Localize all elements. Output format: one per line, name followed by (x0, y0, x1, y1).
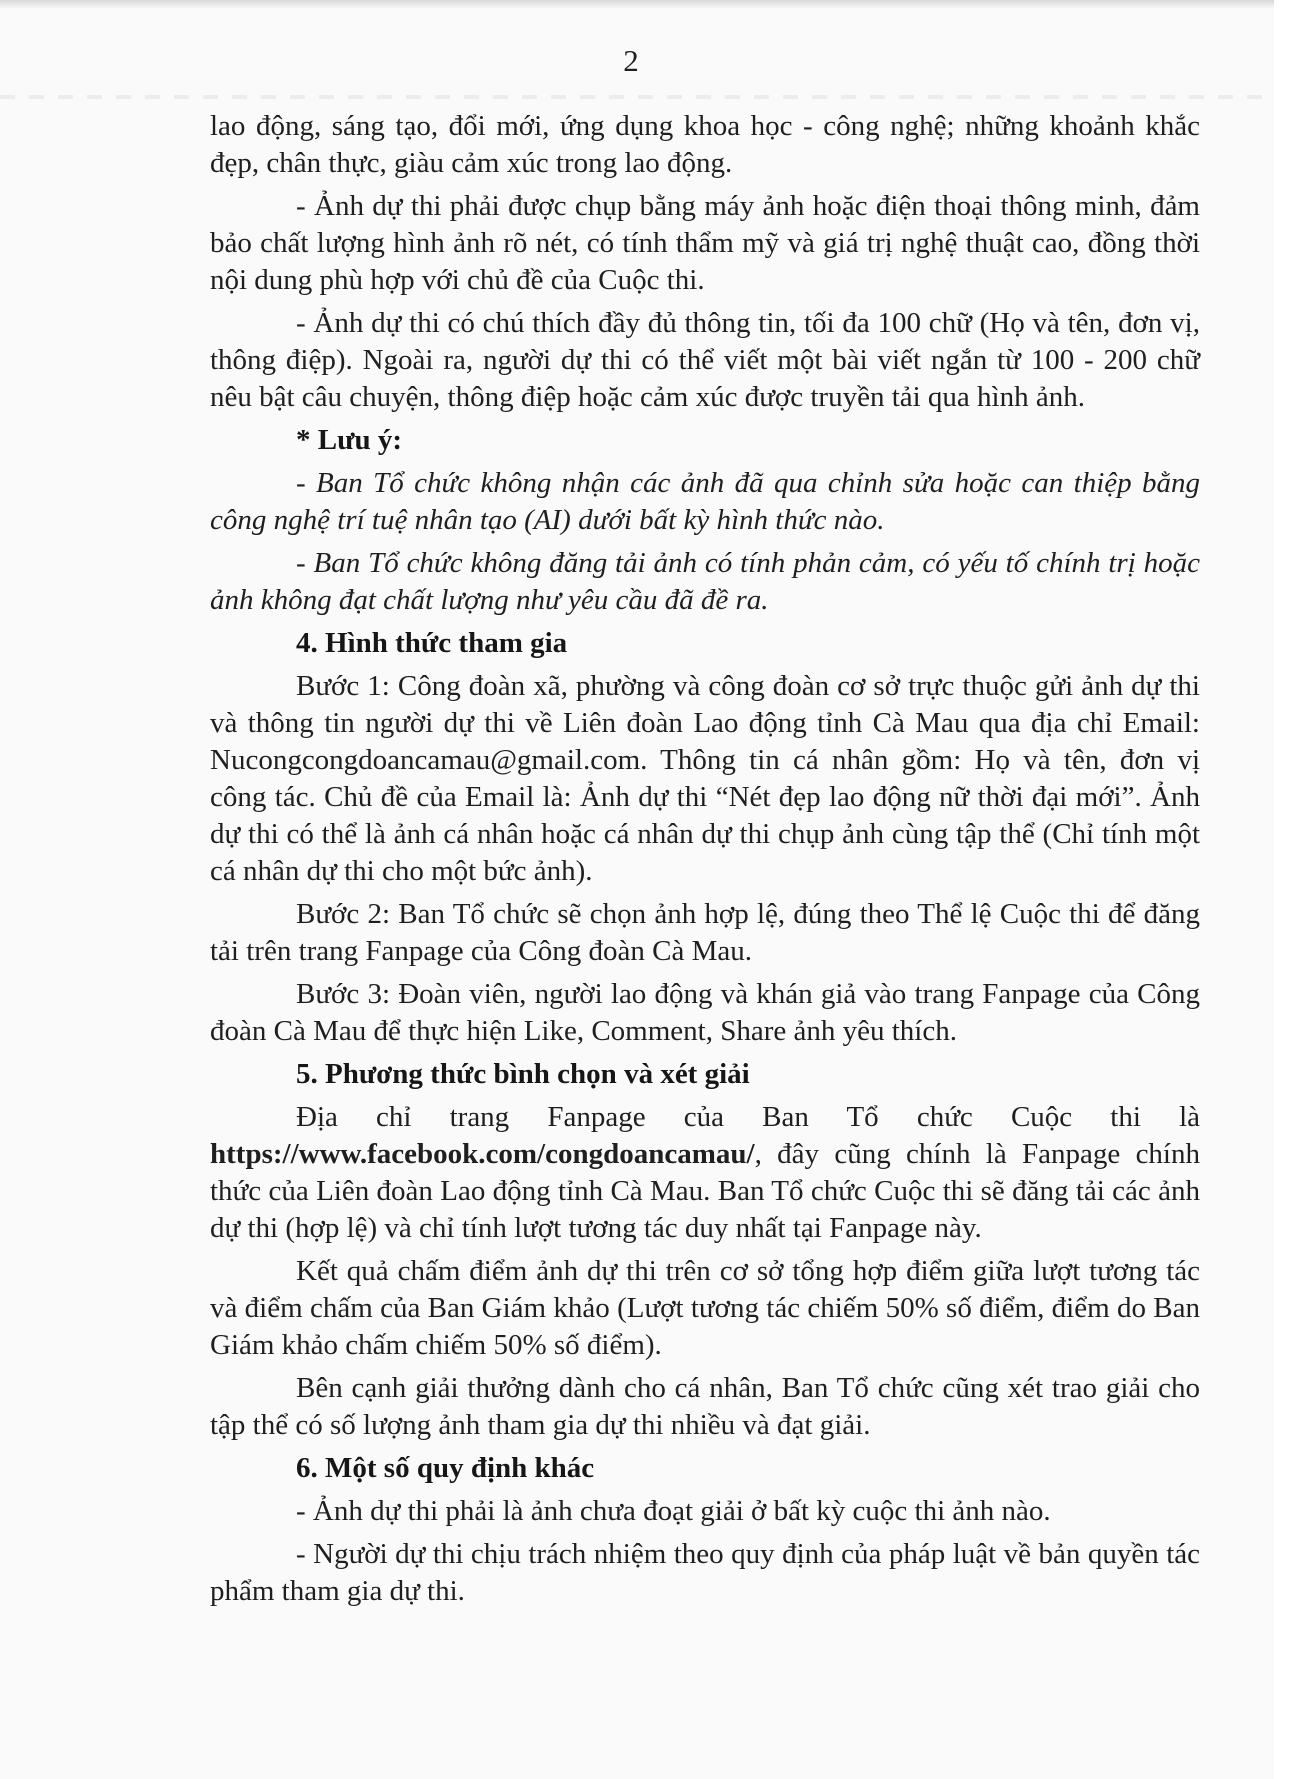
section-heading-5: 5. Phương thức bình chọn và xét giải (296, 1058, 750, 1090)
scan-artifact-dotted-line (0, 95, 1290, 99)
note-no-ai-editing: - Ban Tổ chức không nhận các ảnh đã qua chỉnh sửa hoặc can thiệp bằng công nghệ trí tuệ nhân tạo (AI) dưới bất kỳ hình thức nào. (210, 467, 1200, 536)
note-heading: * Lưu ý: (296, 424, 403, 456)
scan-artifact-top (0, 0, 1290, 9)
fanpage-text-before: Địa chỉ trang Fanpage của Ban Tổ chức Cuộc thi là (296, 1101, 1200, 1133)
document-body (210, 108, 1200, 1616)
paragraph-photo-requirements: - Ảnh dự thi phải được chụp bằng máy ảnh hoặc điện thoại thông minh, đảm bảo chất lượng hình ảnh rõ nét, có tính thẩm mỹ và giá trị nghệ thuật cao, đồng thời nội dung phù hợp với chủ đề của Cuộc thi. (210, 190, 1200, 296)
section-heading-4: 4. Hình thức tham gia (296, 627, 568, 659)
section-heading-6: 6. Một số quy định khác (296, 1452, 595, 1484)
paragraph-step-1: Bước 1: Công đoàn xã, phường và công đoàn cơ sở trực thuộc gửi ảnh dự thi và thông tin người dự thi về Liên đoàn Lao động tỉnh Cà Mau qua địa chỉ Email: Nucongcongdoancamau@gmail.com. Thông tin cá nhân gồm: Họ và tên, đơn vị công tác. Chủ đề của Email là: Ảnh dự thi “Nét đẹp lao động nữ thời đại mới”. Ảnh dự thi có thể là ảnh cá nhân hoặc cá nhân dự thi chụp ảnh cùng tập thể (Chỉ tính một cá nhân dự thi cho một bức ảnh). (210, 670, 1200, 887)
page-number: 2 (623, 43, 639, 78)
paragraph-no-prior-award: - Ảnh dự thi phải là ảnh chưa đoạt giải ở bất kỳ cuộc thi ảnh nào. (296, 1495, 1051, 1527)
paragraph-scoring: Kết quả chấm điểm ảnh dự thi trên cơ sở tổng hợp điểm giữa lượt tương tác và điểm chấm của Ban Giám khảo (Lượt tương tác chiếm 50% số điểm, điểm do Ban Giám khảo chấm chiếm 50% số điểm). (210, 1255, 1200, 1361)
fanpage-text-after: , đây cũng chính là Fanpage chính thức của Liên đoàn Lao động tỉnh Cà Mau. Ban Tổ chức Cuộc thi sẽ đăng tải các ảnh dự thi (hợp lệ) và chỉ tính lượt tương tác duy nhất tại Fanpage này. (210, 1138, 1200, 1244)
paragraph-collective-award: Bên cạnh giải thưởng dành cho cá nhân, Ban Tổ chức cũng xét trao giải cho tập thể có số lượng ảnh tham gia dự thi nhiều và đạt giải. (210, 1372, 1200, 1441)
fanpage-url: https://www.facebook.com/congdoancamau/ (210, 1138, 755, 1170)
paragraph-step-3: Bước 3: Đoàn viên, người lao động và khán giả vào trang Fanpage của Công đoàn Cà Mau để thực hiện Like, Comment, Share ảnh yêu thích. (210, 978, 1200, 1047)
paragraph-fanpage-address (210, 1099, 1200, 1247)
paragraph-copyright: - Người dự thi chịu trách nhiệm theo quy định của pháp luật về bản quyền tác phẩm tham gia dự thi. (210, 1538, 1200, 1607)
note-no-offensive-content: - Ban Tổ chức không đăng tải ảnh có tính phản cảm, có yếu tố chính trị hoặc ảnh không đạt chất lượng như yêu cầu đã đề ra. (210, 547, 1200, 616)
paragraph-caption-requirements: - Ảnh dự thi có chú thích đầy đủ thông tin, tối đa 100 chữ (Họ và tên, đơn vị, thông điệp). Ngoài ra, người dự thi có thể viết một bài viết ngắn từ 100 - 200 chữ nêu bật câu chuyện, thông điệp hoặc cảm xúc được truyền tải qua hình ảnh. (210, 307, 1200, 413)
scan-artifact-right-edge (1274, 0, 1290, 1779)
paragraph-continuation: lao động, sáng tạo, đổi mới, ứng dụng khoa học - công nghệ; những khoảnh khắc đẹp, chân thực, giàu cảm xúc trong lao động. (210, 110, 1200, 179)
paragraph-step-2: Bước 2: Ban Tổ chức sẽ chọn ảnh hợp lệ, đúng theo Thể lệ Cuộc thi để đăng tải trên trang Fanpage của Công đoàn Cà Mau. (210, 898, 1200, 967)
